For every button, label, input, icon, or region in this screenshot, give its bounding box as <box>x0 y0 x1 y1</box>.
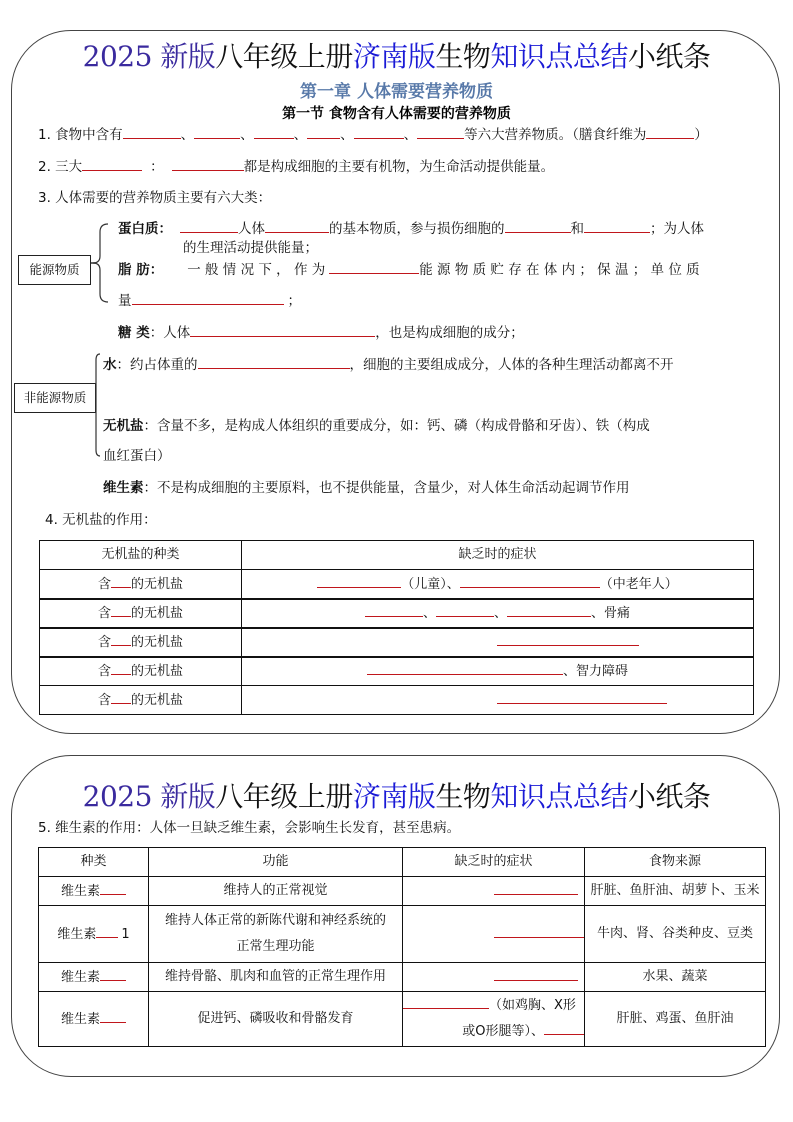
colon: ： <box>143 418 157 434</box>
vitamin-type-cell <box>39 906 149 963</box>
text: 含 <box>97 664 111 680</box>
text: 、 <box>422 606 436 621</box>
vitamin-type-cell <box>39 963 149 992</box>
blank[interactable] <box>254 124 294 139</box>
blank[interactable] <box>497 631 639 646</box>
text: 量 <box>118 293 132 309</box>
colon: ： <box>158 221 172 237</box>
vitamin-table <box>38 847 766 1047</box>
question-4: 4. 无机盐的作用： <box>45 512 157 528</box>
table-row <box>40 599 754 628</box>
title-part: 八年级上册 <box>215 780 353 813</box>
blank[interactable] <box>172 156 244 171</box>
text: 不是构成细胞的主要原料，也不提供能量，含量少，对人体生命活动起调节作用 <box>157 480 630 496</box>
text: 含 <box>97 635 111 650</box>
blank[interactable] <box>367 660 563 675</box>
colon: ： <box>149 262 164 278</box>
blank[interactable] <box>403 994 489 1009</box>
table-row <box>39 963 766 992</box>
term-mineral: 无机盐 <box>103 418 144 434</box>
blank[interactable] <box>365 602 423 617</box>
q2-prefix: 2. 三大 <box>38 159 83 175</box>
water-line <box>103 354 674 375</box>
symptom-cell <box>403 963 585 992</box>
text: 的无机盐 <box>131 635 184 650</box>
table-row <box>40 628 754 657</box>
question-5: 5. 维生素的作用：人体一旦缺乏维生素，会影响生长发育，甚至患病。 <box>38 820 461 836</box>
symptom-line-2 <box>403 1019 584 1045</box>
text: 维生素 <box>60 1012 100 1027</box>
function-cell: 维持骨骼、肌肉和血管的正常生理作用 <box>149 963 403 992</box>
title-part: 小纸条 <box>627 40 711 73</box>
blank[interactable] <box>100 880 126 895</box>
blank[interactable] <box>111 631 131 646</box>
table-header-row <box>40 541 754 570</box>
title-part: 知识点总结 <box>490 780 628 813</box>
vitamin-type-cell <box>39 992 149 1047</box>
separator: 、 <box>403 127 418 143</box>
source-cell: 牛肉、肾、谷类种皮、豆类 <box>585 906 766 963</box>
symptom-cell <box>242 570 754 599</box>
text: 正常生理功能 <box>236 939 315 954</box>
text: 或O形腿等）、 <box>462 1024 544 1039</box>
protein-line-2: 的生理活动提供能量； <box>183 240 318 256</box>
text: 的基本物质，参与损伤细胞的 <box>329 221 505 237</box>
text: 含 <box>97 576 111 592</box>
term-protein: 蛋白质 <box>118 221 159 237</box>
text: 的无机盐 <box>131 664 184 680</box>
separator: 、 <box>340 127 354 143</box>
mineral-type-cell <box>40 657 242 686</box>
blank[interactable] <box>180 218 238 233</box>
protein-line <box>118 218 704 239</box>
text: 人体 <box>238 221 265 237</box>
title-part: 生物 <box>435 40 491 73</box>
function-cell: 促进钙、磷吸收和骨骼发育 <box>149 992 403 1047</box>
energy-substances-label: 能源物质 <box>18 255 91 285</box>
symptom-cell <box>242 686 754 715</box>
blank[interactable] <box>497 689 667 704</box>
vitamin-type-cell <box>39 877 149 906</box>
text: 的无机盐 <box>131 576 184 592</box>
table-row <box>39 992 766 1047</box>
text: 和 <box>570 221 584 237</box>
text: （中老年人） <box>599 576 678 592</box>
question-1 <box>38 124 708 145</box>
question-3: 3. 人体需要的营养物质主要有六大类： <box>38 190 272 206</box>
symptom-cell <box>403 906 585 963</box>
source-cell: 水果、蔬菜 <box>585 963 766 992</box>
blank[interactable] <box>111 689 131 704</box>
blank[interactable] <box>494 966 578 981</box>
text: 的无机盐 <box>131 606 184 621</box>
function-cell: 维持人的正常视觉 <box>149 877 403 906</box>
header-cell: 缺乏时的症状 <box>403 848 585 877</box>
header-cell: 种类 <box>39 848 149 877</box>
text: 含 <box>97 606 111 621</box>
mineral-type-cell <box>40 570 242 599</box>
blank[interactable] <box>317 573 401 588</box>
vitamin-line <box>103 478 630 498</box>
title-part: 济南版 <box>352 780 436 813</box>
mineral-type-cell <box>40 686 242 715</box>
term-fat: 脂 肪 <box>118 262 150 278</box>
title-part: 小纸条 <box>627 780 711 813</box>
table-row <box>39 877 766 906</box>
brace-icon <box>90 222 112 304</box>
source-cell: 肝脏、鸡蛋、鱼肝油 <box>585 992 766 1047</box>
symptom-cell <box>403 992 585 1047</box>
blank[interactable] <box>190 322 375 337</box>
text: （如鸡胸、X形 <box>489 998 576 1013</box>
blank[interactable] <box>100 966 126 981</box>
blank[interactable] <box>265 218 329 233</box>
fat-line-2 <box>118 290 301 311</box>
blank[interactable] <box>100 1008 126 1023</box>
symptom-cell <box>242 628 754 657</box>
header-cell: 缺乏时的症状 <box>242 541 754 570</box>
blank[interactable] <box>494 923 584 938</box>
title-part: 生物 <box>435 780 491 813</box>
colon: ： <box>149 325 164 341</box>
text: 含量不多，是构成人体组织的重要成分，如：钙、磷（构成骨骼和牙齿）、铁（构成 <box>157 418 650 434</box>
blank[interactable] <box>132 290 284 305</box>
question-2 <box>38 156 554 177</box>
q1-prefix: 1. 食物中含有 <box>38 127 123 143</box>
separator: 、 <box>240 127 254 143</box>
title-part: 济南版 <box>352 40 436 73</box>
text: 维持人体正常的新陈代谢和神经系统的 <box>164 913 386 928</box>
symptom-cell <box>242 599 754 628</box>
mineral-type-cell <box>40 628 242 657</box>
sugar-line <box>118 322 524 343</box>
blank[interactable] <box>329 259 419 274</box>
text: 的无机盐 <box>131 693 184 708</box>
blank[interactable] <box>584 218 650 233</box>
separator: 、 <box>180 127 195 143</box>
text: 能 源 物 质 贮 存 在 体 内 ； 保 温 ； 单 位 质 <box>419 262 700 278</box>
blank[interactable] <box>111 660 131 675</box>
term-vitamin: 维生素 <box>103 480 144 496</box>
text: 人体 <box>163 325 191 341</box>
title-part: 2025 新版 <box>82 780 216 813</box>
text: 1 <box>121 927 130 942</box>
fat-line <box>118 259 700 280</box>
text: 约占体重的 <box>130 357 198 373</box>
header-cell: 无机盐的种类 <box>40 541 242 570</box>
table-row <box>40 686 754 715</box>
chapter-heading: 第一章 人体需要营养物质 <box>300 82 493 102</box>
text: ，也是构成细胞的成分； <box>375 325 524 341</box>
blank[interactable] <box>436 602 494 617</box>
source-cell: 肝脏、鱼肝油、胡萝卜、玉米 <box>585 877 766 906</box>
text: 维生素 <box>60 970 100 985</box>
blank[interactable] <box>111 573 131 588</box>
mineral-line-2: 血红蛋白） <box>103 448 171 464</box>
header-cell: 食物来源 <box>585 848 766 877</box>
page-title-1 <box>0 40 793 74</box>
page-title-2 <box>0 780 793 814</box>
q1-suffix: 等六大营养物质。（膳食纤维为 <box>464 127 647 143</box>
table-row <box>39 906 766 963</box>
text: 含 <box>97 693 111 708</box>
q2-suffix: 都是构成细胞的主要有机物，为生命活动提供能量。 <box>243 159 555 175</box>
title-part: 2025 新版 <box>82 40 216 73</box>
function-cell <box>149 906 403 963</box>
blank[interactable] <box>96 923 118 938</box>
table-row <box>40 657 754 686</box>
text: 、 <box>493 606 507 621</box>
text: 维生素 <box>57 927 97 942</box>
symptom-cell <box>403 877 585 906</box>
blank[interactable] <box>111 602 131 617</box>
blank[interactable] <box>460 573 600 588</box>
blank[interactable] <box>307 124 340 139</box>
text: ； <box>287 293 301 309</box>
blank[interactable] <box>505 218 571 233</box>
separator: 、 <box>293 127 308 143</box>
text: 维生素 <box>60 884 100 899</box>
blank[interactable] <box>507 602 591 617</box>
colon: ： <box>116 357 130 373</box>
mineral-line <box>103 416 650 436</box>
q1-end: ） <box>694 127 708 143</box>
text: 一 般 情 况 下 ， 作 为 <box>187 262 326 278</box>
table-header-row <box>39 848 766 877</box>
blank[interactable] <box>544 1020 584 1035</box>
non-energy-substances-label: 非能源物质 <box>14 383 96 413</box>
header-cell: 功能 <box>149 848 403 877</box>
blank[interactable] <box>354 124 404 139</box>
symptom-line-1 <box>403 993 584 1019</box>
brace-icon <box>92 352 102 458</box>
mineral-table <box>39 540 754 715</box>
text: ；为人体 <box>650 221 704 237</box>
blank[interactable] <box>417 124 464 139</box>
colon: ： <box>143 480 157 496</box>
section-heading: 第一节 食物含有人体需要的营养物质 <box>282 106 511 122</box>
title-part: 知识点总结 <box>490 40 628 73</box>
blank[interactable] <box>194 124 240 139</box>
mineral-type-cell <box>40 599 242 628</box>
blank[interactable] <box>123 124 181 139</box>
title-part: 八年级上册 <box>215 40 353 73</box>
blank[interactable] <box>494 880 578 895</box>
colon: ： <box>150 159 164 175</box>
blank[interactable] <box>646 124 694 139</box>
blank[interactable] <box>198 354 350 369</box>
term-water: 水 <box>103 357 117 373</box>
blank[interactable] <box>82 156 142 171</box>
text: （儿童）、 <box>401 576 460 592</box>
term-sugar: 糖 类 <box>118 325 150 341</box>
symptom-cell <box>242 657 754 686</box>
text: ，细胞的主要组成成分，人体的各种生理活动都离不开 <box>349 357 674 373</box>
text: 、骨痛 <box>591 606 631 621</box>
table-row <box>40 570 754 599</box>
text: 、智力障碍 <box>562 664 628 680</box>
